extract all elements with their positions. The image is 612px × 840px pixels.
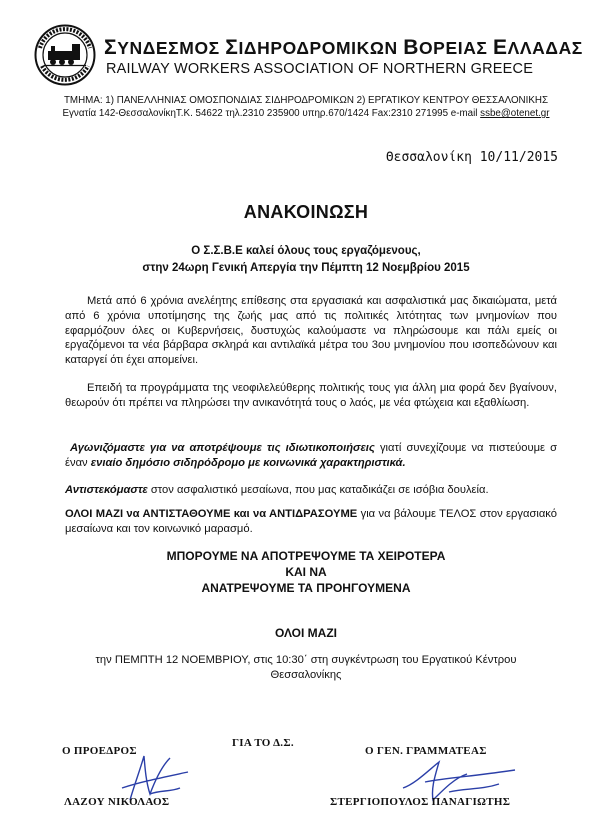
org-word-3-initial: Β [403, 36, 419, 59]
branch-affiliation: ΤΜΗΜΑ: 1) ΠΑΝΕΛΛΗΝΙΑΣ ΟΜΟΣΠΟΝΔΙΑΣ ΣΙΔΗΡΟΔΡΟΜΙΚΩΝ 2) ΕΡΓΑΤΙΚΟΥ ΚΕΝΤΡΟΥ ΘΕΣΣΑΛΟΝΙΚΗΣ [63, 95, 549, 106]
org-word-4-initial: Ε [493, 36, 508, 59]
org-word-4-rest: ΛΛΑΔΑΣ [507, 38, 583, 58]
president-name: ΛΑΖΟΥ ΝΙΚΟΛΑΟΣ [64, 796, 170, 808]
association-logo [34, 24, 96, 86]
paragraph-2: Επειδή τα προγράμματα της νεοφιλελεύθερης πολιτικής τους για άλλη μια φορά δεν βγαίνουν, θεωρούν ότι πρέπει να πληρώσει την ανικανότητά τους ο λαός, με νέα φτώχεια και εξαθλίωση. [65, 382, 557, 409]
paragraph-5 [65, 507, 557, 537]
document-title: ΑΝΑΚΟΙΝΩΣΗ [243, 202, 369, 222]
subtitle-line-1: Ο Σ.Σ.Β.Ε καλεί όλους τους εργαζόμενους, [191, 245, 421, 257]
email-link[interactable]: ssbe@otenet.gr [480, 108, 550, 119]
president-title: Ο ΠΡΟΕΔΡΟΣ [62, 745, 137, 757]
paragraph-5-emphasis: ΟΛΟΙ ΜΑΖΙ να ΑΝΤΙΣΤΑΘΟΥΜΕ και να ΑΝΤΙΔΡΑΣΟΥΜΕ [65, 508, 358, 520]
paragraph-3-emphasis-2: ενιαίο δημόσιο σιδηρόδρομο με κοινωνικά χαρακτηριστικά. [90, 456, 406, 469]
meeting-line-1: την ΠΕΜΠΤΗ 12 ΝΟΕΜΒΡΙΟΥ, στις 10:30΄ στη συγκέντρωση του Εργατικού Κέντρου [95, 654, 517, 666]
organization-name-greek [104, 36, 583, 60]
slogan-line-3: ΑΝΑΤΡΕΨΟΥΜΕ ΤΑ ΠΡΟΗΓΟΥΜΕΝΑ [201, 581, 411, 595]
for-board-label: ΓΙΑ ΤΟ Δ.Σ. [232, 737, 294, 749]
contact-details: Εγνατία 142-ΘεσσαλονίκηΤ.Κ. 54622 τηλ.2310 235900 υπηρ.670/1424 Fax:2310 271995 e-mail [62, 108, 481, 119]
paragraph-4-text: στον ασφαλιστικό μεσαίωνα, που μας καταδικάζει σε ισόβια δουλεία. [147, 484, 489, 496]
paragraph-3-text: γιατί συνεχίζουμε να πιστεύουμε σ έναν [65, 442, 557, 469]
slogan-line-2: ΚΑΙ ΝΑ [285, 565, 327, 579]
secretary-title: Ο ΓΕΝ. ΓΡΑΜΜΑΤΕΑΣ [365, 745, 487, 757]
secretary-name: ΣΤΕΡΓΙΟΠΟΥΛΟΣ ΠΑΝΑΓΙΩΤΗΣ [330, 796, 511, 808]
paragraph-4-emphasis: Αντιστεκόμαστε [65, 484, 148, 496]
paragraph-3 [65, 441, 557, 471]
org-word-1-initial: Σ [104, 36, 118, 59]
paragraph-1: Μετά από 6 χρόνια ανελέητης επίθεσης στα εργασιακά και ασφαλιστικά μας δικαιώματα, μετά από 6 χρόνια υποτίμησης της ζωής μας από τις πολιτικές λιτότητας των μνημονίων που εφαρμόζουν όλες οι Κυβερνήσεις, δυστυχώς καλούμαστε να πληρώσουμε και πάλι εμείς οι εργαζόμενοι τα νέα βάρβαρα σκληρά και αντιλαϊκά μέτρα του 3ου μνημονίου που ισοπεδώνουν και καταργεί ότι έχει απομείνει. [65, 295, 557, 367]
org-word-2-rest: ΙΔΗΡΟΔΡΟΜΙΚΩΝ [238, 38, 404, 58]
paragraph-5-text: για να βάλουμε ΤΕΛΟΣ στον εργασιακό μεσαίωνα και τον κοινωνικό μαρασμό. [65, 508, 557, 535]
all-together-heading: ΟΛΟΙ ΜΑΖΙ [274, 626, 338, 640]
org-word-1-rest: ΥΝΔΕΣΜΟΣ [117, 38, 226, 58]
meeting-line-2: Θεσσαλονίκης [270, 669, 342, 681]
slogan-line-1: ΜΠΟΡΟΥΜΕ ΝΑ ΑΠΟΤΡΕΨΟΥΜΕ ΤΑ ΧΕΙΡΟΤΕΡΑ [166, 549, 446, 563]
org-word-2-initial: Σ [225, 36, 239, 59]
document-date: Θεσσαλονίκη 10/11/2015 [385, 150, 558, 165]
organization-name-english: RAILWAY WORKERS ASSOCIATION OF NORTHERN GREECE [106, 61, 534, 77]
paragraph-3-emphasis-1: Αγωνιζόμαστε για να αποτρέψουμε τις ιδιωτικοποιήσεις [70, 442, 375, 454]
org-word-3-rest: ΟΡΕΙΑΣ [418, 38, 493, 58]
paragraph-4 [65, 483, 557, 498]
subtitle-line-2: στην 24ωρη Γενική Απεργία την Πέμπτη 12 Νοεμβρίου 2015 [142, 262, 470, 274]
contact-line [0, 108, 612, 119]
